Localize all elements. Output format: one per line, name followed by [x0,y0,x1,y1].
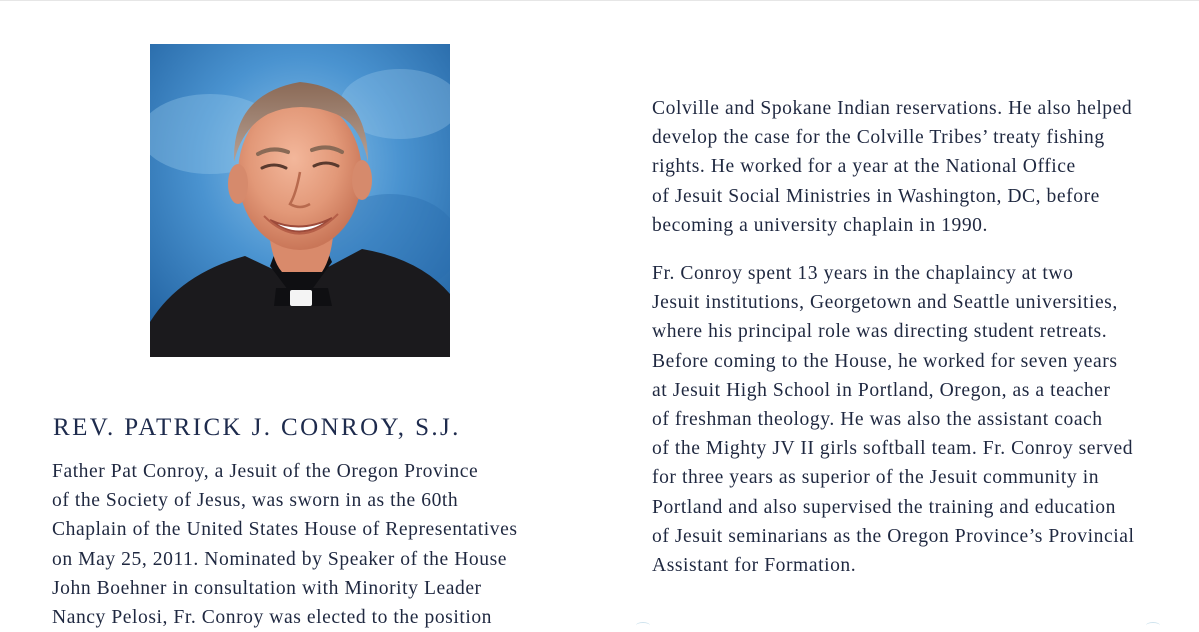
top-divider [0,0,1199,1]
text-line: Jesuit institutions, Georgetown and Seattle universities, [652,292,1118,314]
text-line: of Jesuit Social Ministries in Washington, DC, before [652,185,1100,207]
text-line: for three years as superior of the Jesuit community in [652,467,1100,489]
text-line: Nancy Pelosi, Fr. Conroy was elected to the position [52,607,493,629]
text-line: Colville and Spokane Indian reservations. He also helped [652,98,1133,119]
text-line: rights. He worked for a year at the National Office [652,156,1076,178]
text-line: Fr. Conroy spent 13 years in the chaplaincy at two [652,263,1074,285]
bio-heading: REV. PATRICK J. CONROY, S.J. [53,414,461,441]
text-line: John Boehner in consultation with Minority Leader [52,577,482,599]
text-line: of the Society of Jesus, was sworn in as the 60th [52,490,459,512]
text-line: Portland and also supervised the training and education [652,496,1116,518]
text-line: develop the case for the Colville Tribes’ treaty fishing [652,127,1105,149]
text-line: Before coming to the House, he worked for seven years [652,350,1118,372]
text-line: where his principal role was directing student retreats. [652,321,1108,343]
text-line: on May 25, 2011. Nominated by Speaker of the House [52,548,508,570]
text-line: Assistant for Formation. [652,555,857,577]
right-text-column [652,94,1182,599]
text-line: of the Mighty JV II girls softball team. Fr. Conroy served [652,438,1134,460]
text-line: of Jesuit seminarians as the Oregon Province’s Provincial [652,525,1135,547]
text-line: Father Pat Conroy, a Jesuit of the Oregon Province [52,461,479,482]
text-line: at Jesuit High School in Portland, Oregon, as a teacher [652,379,1111,401]
text-line: becoming a university chaplain in 1990. [652,214,988,236]
text-line: of freshman theology. He was also the assistant coach [652,409,1103,431]
bio-paragraph-2 [652,259,1182,580]
bio-intro-paragraph [52,457,552,632]
bio-paragraph-1 [652,94,1182,240]
portrait-photo [150,44,450,357]
text-line: Chaplain of the United States House of Representatives [52,519,518,541]
